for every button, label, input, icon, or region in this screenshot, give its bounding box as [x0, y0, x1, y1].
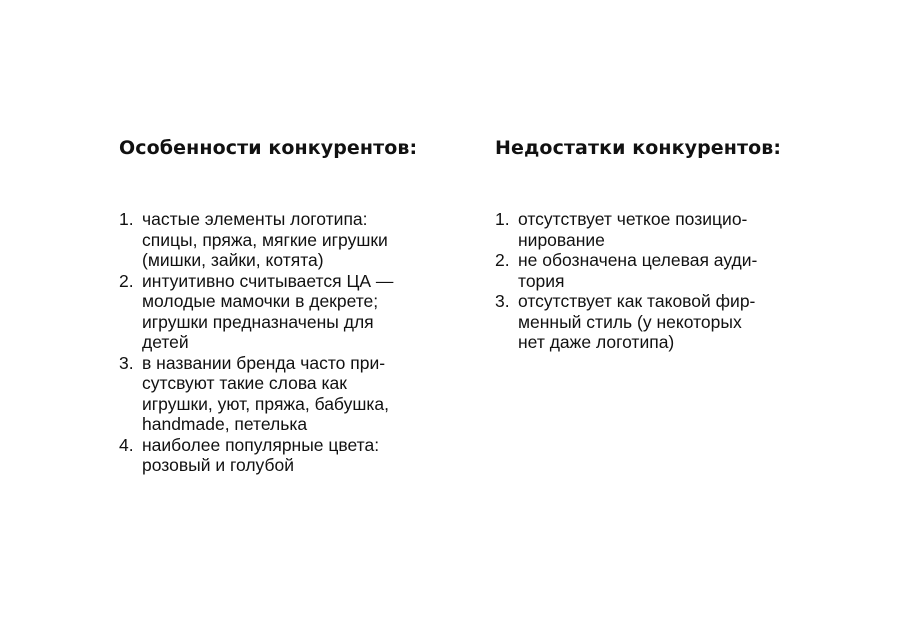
item-line: handmade, петелька [142, 414, 308, 434]
item-number: 1. [495, 209, 510, 229]
item-line: не обозначена целевая ауди- [518, 250, 758, 270]
item-line: розовый и голубой [142, 455, 295, 475]
item-line: спицы, пряжа, мягкие игрушки [142, 229, 388, 250]
item-line: молодые мамочки в декрете; [142, 291, 379, 311]
item-line: отсутствует как таковой фир- [518, 291, 756, 311]
item-line: игрушки, уют, пряжа, бабушка, [142, 393, 389, 414]
drawbacks-title: Недостатки конкурентов: [495, 137, 782, 159]
list-item [119, 209, 439, 271]
item-line: сутсвуют такие слова как [142, 373, 347, 393]
item-line: (мишки, зайки, котята) [142, 250, 324, 270]
item-line: наиболее популярные цвета: [142, 434, 380, 455]
features-column [119, 134, 439, 476]
item-line: нирование [518, 229, 605, 250]
item-line: в названии бренда часто при- [142, 352, 386, 373]
item-line: нет даже логотипа) [518, 332, 675, 352]
item-number: 2. [495, 250, 510, 270]
features-list [119, 209, 439, 476]
list-item [119, 435, 439, 476]
list-item [495, 291, 815, 353]
item-line: интуитивно считывается ЦА — [142, 270, 394, 291]
item-number: 2. [119, 270, 134, 291]
item-line: тория [518, 270, 565, 291]
drawbacks-list [495, 209, 815, 353]
item-number: 3. [119, 352, 134, 373]
list-item [495, 250, 815, 291]
features-title: Особенности конкурентов: [119, 137, 418, 159]
item-line: менный стиль (у некоторых [518, 311, 742, 332]
item-number: 4. [119, 434, 134, 455]
list-item [495, 209, 815, 250]
item-line: отсутствует четкое позицио- [518, 209, 748, 229]
drawbacks-column [495, 134, 815, 353]
list-item [119, 353, 439, 435]
item-number: 3. [495, 291, 510, 311]
list-item [119, 271, 439, 353]
item-line: частые элементы логотипа: [142, 209, 368, 229]
item-number: 1. [119, 209, 134, 229]
item-line: детей [142, 332, 189, 352]
item-line: игрушки предназначены для [142, 311, 374, 332]
